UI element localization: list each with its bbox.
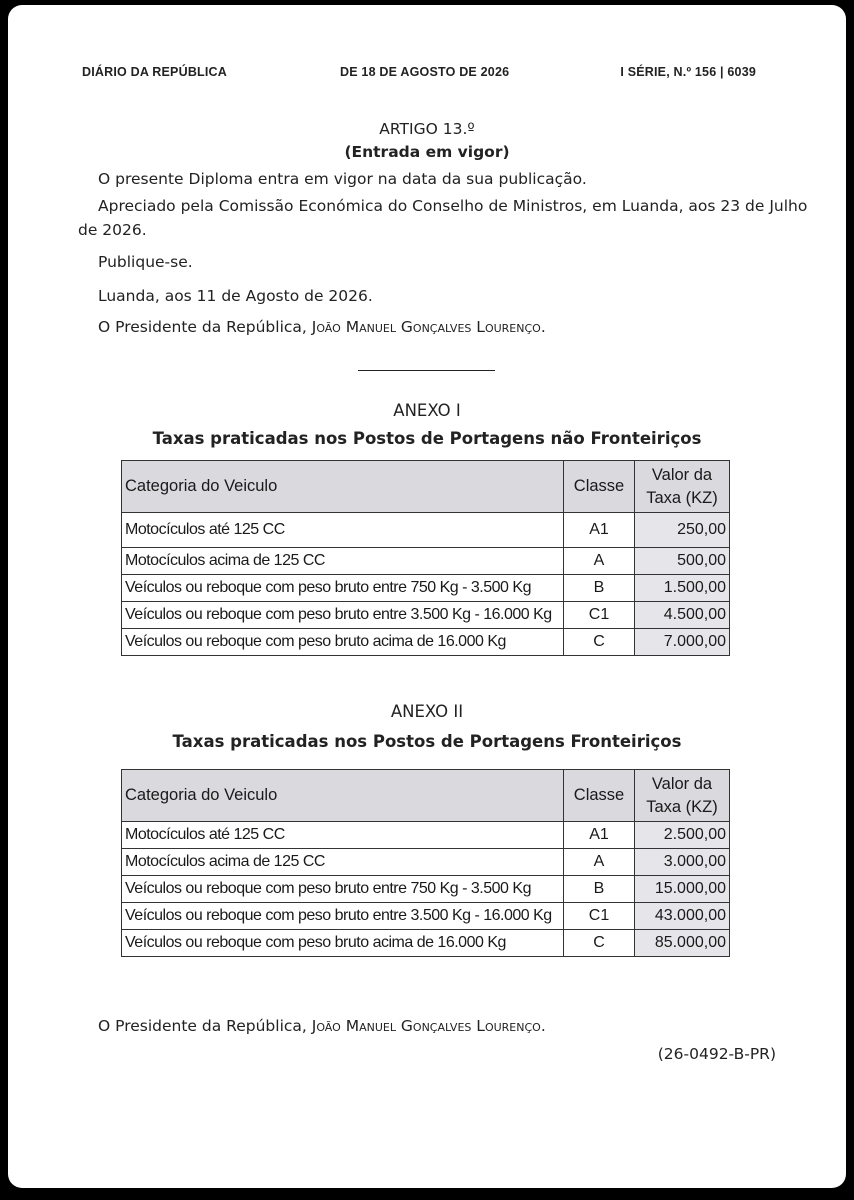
- cell-fee: 85.000,00: [635, 930, 730, 957]
- cell-category: Veículos ou reboque com peso bruto entre 750 Kg - 3.500 Kg: [122, 876, 564, 903]
- cell-class: A: [564, 548, 635, 575]
- table-row: [122, 548, 730, 575]
- cell-class: A1: [564, 513, 635, 548]
- cell-class: B: [564, 575, 635, 602]
- cell-class: B: [564, 876, 635, 903]
- cell-class: C: [564, 629, 635, 656]
- cell-class: C: [564, 930, 635, 957]
- annex2-title: Taxas praticadas nos Postos de Portagens Fronteiriços: [172, 732, 682, 751]
- table-row: [122, 849, 730, 876]
- section-divider: [358, 370, 495, 371]
- cell-category: Veículos ou reboque com peso bruto acima de 16.000 Kg: [122, 629, 564, 656]
- footer-signature-line: [98, 1017, 546, 1035]
- header-fee: Valor da Taxa (KZ): [635, 461, 730, 513]
- cell-category: Veículos ou reboque com peso bruto entre 750 Kg - 3.500 Kg: [122, 575, 564, 602]
- journal-name: DIÁRIO DA REPÚBLICA: [82, 65, 228, 79]
- cell-fee: 4.500,00: [635, 602, 730, 629]
- cell-class: C1: [564, 602, 635, 629]
- cell-category: Veículos ou reboque com peso bruto entre 3.500 Kg - 16.000 Kg: [122, 602, 564, 629]
- annex1-title: Taxas praticadas nos Postos de Portagens não Fronteiriços: [152, 429, 702, 448]
- cell-fee: 250,00: [635, 513, 730, 548]
- signature-prefix: O Presidente da República,: [98, 318, 307, 336]
- cell-category: Motocículos até 125 CC: [122, 513, 564, 548]
- paragraph-publish: Publique-se.: [98, 253, 193, 271]
- signature-name: João Manuel Gonçalves Lourenço.: [311, 318, 546, 336]
- cell-category: Motocículos acima de 125 CC: [122, 849, 564, 876]
- paragraph-entry-into-force: O presente Diploma entra em vigor na data da sua publicação.: [98, 170, 587, 188]
- cell-fee: 3.000,00: [635, 849, 730, 876]
- header-category: Categoria do Veiculo: [122, 461, 564, 513]
- table-row: [122, 513, 730, 548]
- cell-fee: 500,00: [635, 548, 730, 575]
- paragraph-approval: Apreciado pela Comissão Económica do Conselho de Ministros, em Luanda, aos 23 de Julho: [98, 197, 808, 215]
- cell-fee: 43.000,00: [635, 903, 730, 930]
- cell-category: Motocículos até 125 CC: [122, 822, 564, 849]
- footer-signature-prefix: O Presidente da República,: [98, 1017, 307, 1035]
- table-header-row: [122, 461, 730, 513]
- table-row: [122, 930, 730, 957]
- table-row: [122, 822, 730, 849]
- cell-class: A1: [564, 822, 635, 849]
- article-number: ARTIGO 13.º: [379, 120, 475, 138]
- cell-fee: 7.000,00: [635, 629, 730, 656]
- cell-fee: 15.000,00: [635, 876, 730, 903]
- header-fee: Valor da Taxa (KZ): [635, 770, 730, 822]
- table-row: [122, 903, 730, 930]
- footer-signature-name: João Manuel Gonçalves Lourenço.: [311, 1017, 546, 1035]
- cell-category: Veículos ou reboque com peso bruto entre 3.500 Kg - 16.000 Kg: [122, 903, 564, 930]
- document-page: [8, 5, 846, 1188]
- annex2-table: [121, 769, 730, 957]
- signature-line: [98, 318, 546, 336]
- table-row: [122, 602, 730, 629]
- table-row: [122, 876, 730, 903]
- cell-category: Motocículos acima de 125 CC: [122, 548, 564, 575]
- header-class: Classe: [564, 461, 635, 513]
- table-row: [122, 629, 730, 656]
- table-row: [122, 575, 730, 602]
- cell-category: Veículos ou reboque com peso bruto acima de 16.000 Kg: [122, 930, 564, 957]
- article-title: (Entrada em vigor): [344, 143, 510, 161]
- issue-date: DE 18 DE AGOSTO DE 2026: [340, 65, 510, 79]
- cell-class: A: [564, 849, 635, 876]
- annex1-table: [121, 460, 730, 656]
- document-reference: (26-0492-B-PR): [657, 1045, 776, 1063]
- paragraph-place-date: Luanda, aos 11 de Agosto de 2026.: [98, 287, 373, 305]
- header-category: Categoria do Veiculo: [122, 770, 564, 822]
- annex2-label: ANEXO II: [390, 702, 464, 721]
- cell-fee: 1.500,00: [635, 575, 730, 602]
- paragraph-approval-continued: de 2026.: [78, 221, 147, 239]
- table-header-row: [122, 770, 730, 822]
- cell-fee: 2.500,00: [635, 822, 730, 849]
- header-class: Classe: [564, 770, 635, 822]
- series-page-number: I SÉRIE, N.º 156 | 6039: [620, 65, 756, 79]
- annex1-label: ANEXO I: [393, 401, 461, 420]
- cell-class: C1: [564, 903, 635, 930]
